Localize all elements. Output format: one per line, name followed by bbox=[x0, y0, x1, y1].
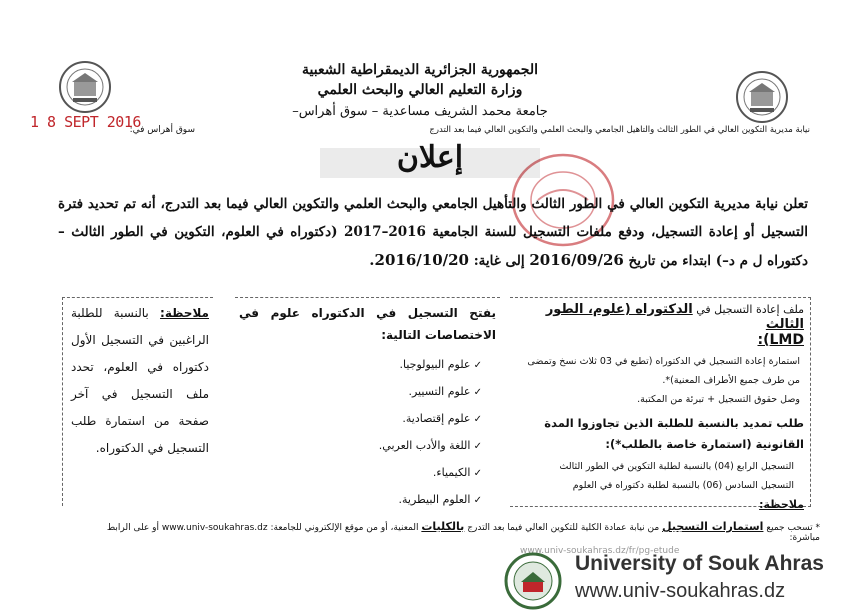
watermark-url[interactable]: www.univ-soukahras.dz bbox=[575, 580, 786, 602]
specialty-biology: ✓ علوم البيولوجيا. bbox=[235, 352, 482, 379]
specialty-veterinary: ✓ العلوم البيطرية. bbox=[235, 487, 482, 514]
forms-note-bold2: بالكليات bbox=[421, 520, 465, 533]
forms-note-post: المعنية، أو من موقع الإلكتروني للجامعة: www.univ-soukahras.dz أو على الرابط مباشرة: bbox=[106, 523, 820, 543]
box2-title: يفتح التسجيل في الدكتوراه علوم في الاختصاصات التالية: bbox=[239, 306, 496, 342]
specialty-arabic: ✓ اللغة والأدب العربي. bbox=[235, 433, 482, 460]
doctorate-specialties-box bbox=[235, 297, 500, 506]
intro-paragraph bbox=[58, 190, 808, 275]
announcement-title: إعلان bbox=[396, 140, 464, 175]
box1-ext-item-2: التسجيل السادس (06) بالنسبة لطلبة دكتوراه في العلوم bbox=[572, 480, 794, 491]
box1-title-bold: الدكتوراه (علوم، الطور الثالث bbox=[545, 302, 804, 332]
first-registration-note-box bbox=[62, 297, 213, 506]
specialty-economics: ✓ علوم إقتصادية. bbox=[235, 406, 482, 433]
box1-item-1: استمارة إعادة التسجيل في الدكتوراه (تطبع في 03 ثلاث نسخ وتمضى من طرف جميع الأطراف المعنية)*. bbox=[527, 356, 800, 386]
forms-note-pre: * تسحب جميع bbox=[766, 523, 820, 533]
received-date-stamp: 1 8 SEPT 2016 bbox=[30, 113, 141, 131]
watermark-logo bbox=[503, 552, 563, 610]
university-title: جامعة محمد الشريف مساعدية – سوق أهراس– bbox=[292, 104, 548, 119]
university-logo-left bbox=[58, 60, 112, 114]
department-line: نيابة مديرية التكوين العالي في الطور الثالث والتأهيل الجامعي والبحث العلمي والتكوين العالي فيما بعد التدرج bbox=[429, 125, 810, 135]
until-label: إلى غاية: bbox=[473, 253, 525, 269]
specialty-chemistry: ✓ الكيمياء. bbox=[235, 460, 482, 487]
start-date: 2016/09/26 bbox=[529, 251, 624, 269]
university-logo-right bbox=[735, 70, 789, 124]
box1-note-label: ملاحظة: bbox=[759, 498, 804, 511]
forms-note bbox=[100, 520, 820, 543]
reregistration-box bbox=[510, 297, 811, 511]
intro-text: تعلن نيابة مديرية التكوين العالي في الطور الثالث والتأهيل الجامعي والبحث العلمي والتكوين العالي فيما بعد التدرج، أنه تم تحديد فترة التسجيل أو إعادة التسجيل، ودفع ملفات التسجيل للسنة الجامعية 2016–2017 (دكتوراه في العلوم، التكوين في الطور الثالث – دكتوراه ل م د–) ابتداء من تاريخ bbox=[58, 196, 808, 269]
end-date: 2016/10/20. bbox=[369, 251, 469, 269]
place-date: سوق أهراس في: bbox=[129, 125, 195, 135]
box1-title-lmd: LMD): bbox=[757, 332, 804, 348]
box1-ext-item-1: التسجيل الرابع (04) بالنسبة لطلبة التكوين في الطور الثالث bbox=[559, 461, 794, 472]
ministry-title: وزارة التعليم العالي والبحث العلمي bbox=[317, 82, 523, 98]
forms-note-mid: من نيابة عمادة الكلية للتكوين العالي فيما بعد التدرج bbox=[467, 523, 660, 533]
box1-item-2: وصل حقوق التسجيل + تبرئة من المكتبة. bbox=[637, 394, 800, 405]
specialty-management: ✓ علوم التسيير. bbox=[235, 379, 482, 406]
republic-title: الجمهورية الجزائرية الديمقراطية الشعبية bbox=[301, 62, 538, 78]
watermark-university-name: University of Souk Ahras bbox=[575, 552, 824, 575]
box3-text: بالنسبة للطلبة الراغبين في التسجيل الأول دكتوراه في العلوم، تحدد ملف التسجيل في آخر صفحة من استمارة طلب التسجيل في الدكتوراه. bbox=[71, 306, 209, 455]
box3-label: ملاحظة: bbox=[160, 306, 209, 320]
box1-title: ملف إعادة التسجيل في bbox=[696, 303, 804, 316]
forms-note-bold1: استمارات التسجيل bbox=[662, 520, 764, 533]
extension-request: طلب تمديد بالنسبة للطلبة الذين تجاوزوا المدة القانونية (استمارة خاصة بالطلب*): bbox=[544, 416, 804, 451]
watermark-small-url: www.univ-soukahras.dz/fr/pg-etude bbox=[520, 546, 680, 556]
